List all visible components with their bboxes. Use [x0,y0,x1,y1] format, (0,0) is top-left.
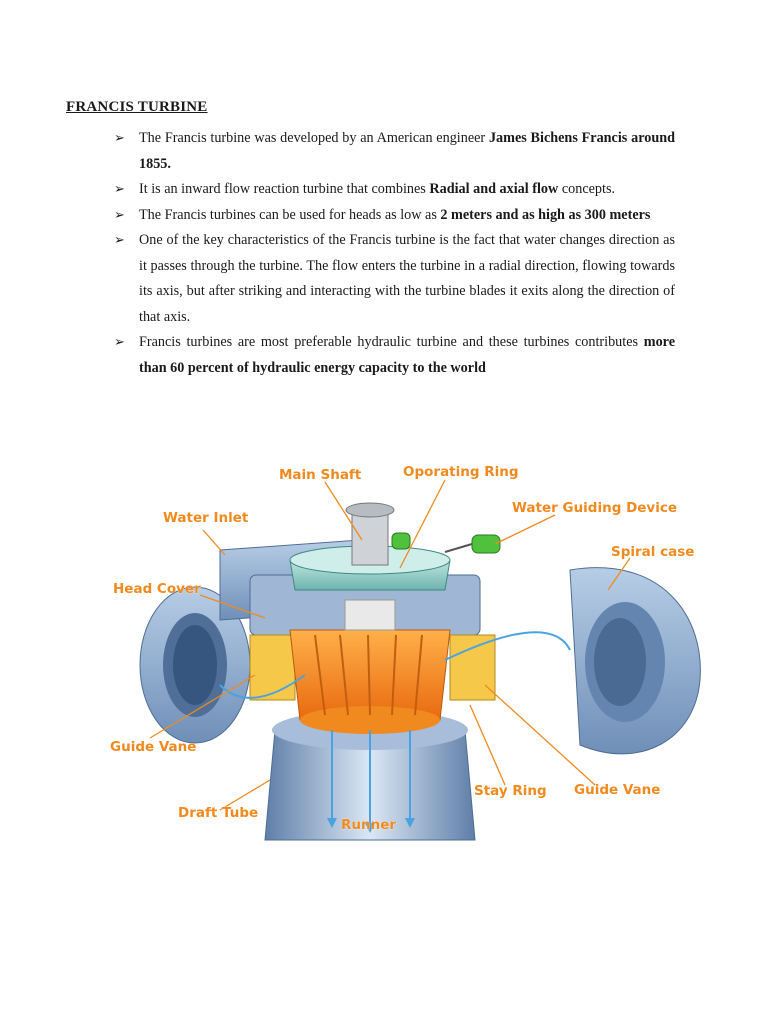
label-stay-ring: Stay Ring [474,783,547,799]
arrow-bullet-icon: ➢ [114,182,125,197]
bullet-item [114,228,675,330]
bullet-item [114,126,675,177]
label-main-shaft: Main Shaft [279,467,362,483]
bullet-item [114,177,675,203]
turbine-diagram [100,440,720,850]
label-operating-ring: Oporating Ring [403,464,519,480]
label-draft-tube: Draft Tube [178,805,259,821]
label-runner: Runner [341,817,397,833]
guide-vane-right-block [450,635,495,700]
label-water-inlet: Water Inlet [163,510,249,526]
bullet-text: The Francis turbine was developed by an American engineer James Bichens Francis around 1855. [139,130,675,172]
label-spiral-case: Spiral case [611,544,695,560]
bullet-item [114,203,675,229]
label-water-guiding-device: Water Guiding Device [512,500,678,516]
label-guide-vane-right: Guide Vane [574,782,661,798]
bullet-list [114,126,675,381]
arrow-bullet-icon: ➢ [114,335,125,350]
guide-vane-left-block [250,635,295,700]
arrow-bullet-icon: ➢ [114,233,125,248]
turbine-illustration [100,440,720,850]
document-heading: FRANCIS TURBINE [66,99,208,115]
spiral-case-right [570,568,700,754]
bullet-text: The Francis turbines can be used for heads as low as 2 meters and as high as 300 meters [139,206,651,223]
arrow-bullet-icon: ➢ [114,207,125,223]
bullet-text: Francis turbines are most preferable hydraulic turbine and these turbines contributes more than 60 percent of hydraulic energy capacity to the world [139,334,675,376]
bullet-text: One of the key characteristics of the Francis turbine is the fact that water changes direction as it passes through the turbine. The flow enters the turbine in a radial direction, flowing towards its axis, but after striking and interacting with the turbine blades it exits along the direction of that axis. [139,232,675,325]
main-shaft [346,503,394,565]
label-guide-vane-left: Guide Vane [110,739,197,755]
bullet-item [114,330,675,381]
bullet-text: It is an inward flow reaction turbine that combines Radial and axial flow concepts. [139,181,616,197]
label-head-cover: Head Cover [113,581,201,597]
arrow-bullet-icon: ➢ [114,131,125,146]
